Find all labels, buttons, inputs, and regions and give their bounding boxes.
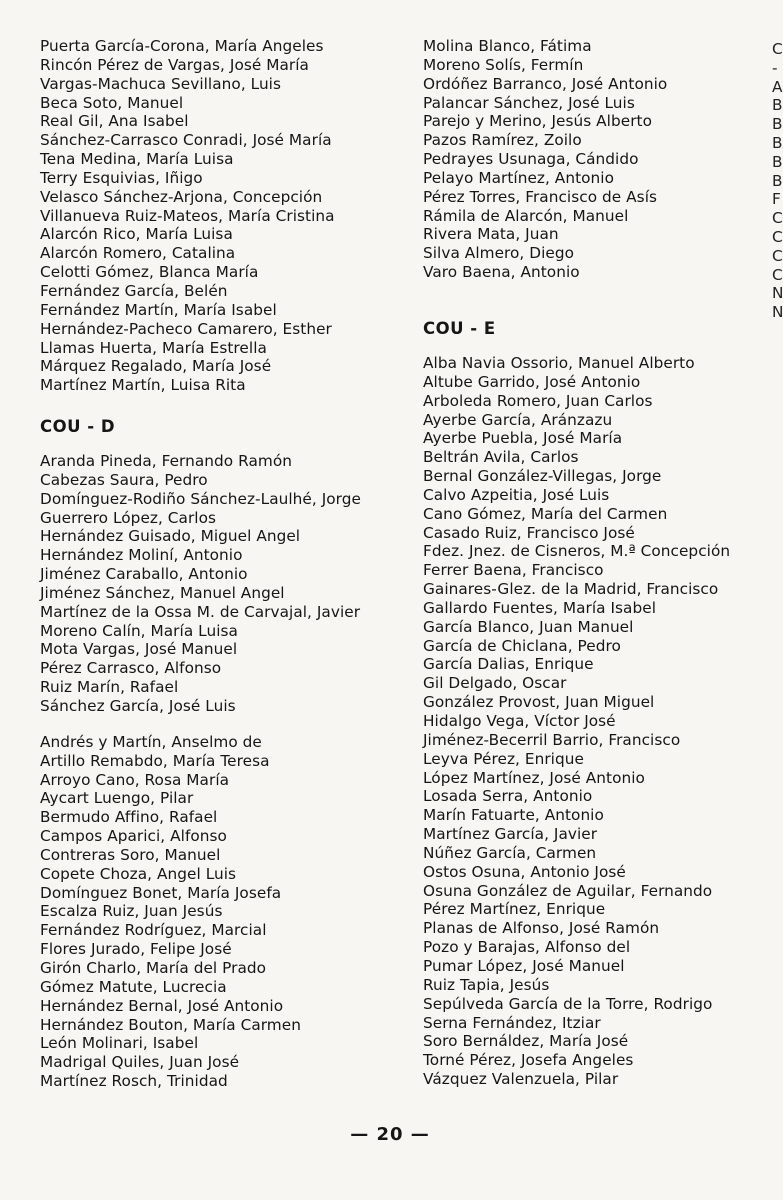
- name-entry: Varo Baena, Antonio: [423, 263, 580, 282]
- name-entry: Alarcón Rico, María Luisa: [40, 225, 233, 244]
- name-entry: Aycart Luengo, Pilar: [40, 789, 194, 808]
- name-entry: Moreno Calín, María Luisa: [40, 621, 238, 640]
- name-entry: Soro Bernáldez, María José: [423, 1032, 629, 1051]
- name-entry: Beltrán Avila, Carlos: [423, 448, 579, 467]
- name-entry: Jiménez Caraballo, Antonio: [40, 565, 248, 584]
- name-entry: Altube Garrido, José Antonio: [423, 372, 641, 391]
- name-entry: Bernal González-Villegas, Jorge: [423, 467, 662, 486]
- name-entry: Llamas Huerta, María Estrella: [40, 338, 267, 357]
- name-entry: Contreras Soro, Manuel: [40, 845, 221, 864]
- name-entry: Copete Choza, Angel Luis: [40, 864, 237, 883]
- name-entry: Pérez Carrasco, Alfonso: [40, 659, 222, 678]
- name-entry: Palancar Sánchez, José Luis: [423, 93, 635, 112]
- name-entry: Ordóñez Barranco, José Antonio: [423, 74, 668, 93]
- text-fragment: F: [772, 190, 781, 209]
- text-fragment: A: [772, 77, 783, 96]
- name-entry: Bermudo Affino, Rafael: [40, 808, 218, 827]
- text-fragment: B: [772, 133, 783, 152]
- name-entry: Sepúlveda García de la Torre, Rodrigo: [423, 994, 713, 1013]
- name-entry: Hernández Moliní, Antonio: [40, 546, 243, 565]
- name-entry: Artillo Remabdo, María Teresa: [40, 751, 270, 770]
- cropped-column-fragments: [772, 40, 781, 322]
- name-entry: Pérez Torres, Francisco de Asís: [423, 187, 658, 206]
- name-entry: Ostos Osuna, Antonio José: [423, 862, 626, 881]
- name-entry: Losada Serra, Antonio: [423, 787, 593, 806]
- name-entry: Jiménez-Becerril Barrio, Francisco: [423, 730, 681, 749]
- text-fragment: C: [772, 40, 783, 58]
- name-entry: García Dalias, Enrique: [423, 655, 594, 674]
- name-entry: Hernández Guisado, Miguel Angel: [40, 527, 301, 546]
- name-entry: González Provost, Juan Miguel: [423, 693, 655, 712]
- fragment-list: [772, 40, 781, 322]
- name-entry: Puerta García-Corona, María Angeles: [40, 37, 324, 55]
- name-entry: Pérez Martínez, Enrique: [423, 900, 606, 919]
- name-list: [40, 37, 412, 395]
- name-entry: Gainares-Glez. de la Madrid, Francisco: [423, 580, 719, 599]
- name-entry: Guerrero López, Carlos: [40, 508, 217, 527]
- name-entry: Márquez Regalado, María José: [40, 357, 272, 376]
- name-entry: Pedrayes Usunaga, Cándido: [423, 150, 639, 169]
- text-fragment: B: [772, 115, 783, 134]
- text-fragment: C: [772, 209, 783, 228]
- name-entry: Gallardo Fuentes, María Isabel: [423, 598, 656, 617]
- text-fragment: B: [772, 171, 783, 190]
- text-fragment: C: [772, 265, 783, 284]
- text-fragment: N: [772, 303, 783, 322]
- right-column: [423, 37, 775, 1089]
- name-entry: Núñez García, Carmen: [423, 843, 597, 862]
- name-entry: Martínez de la Ossa M. de Carvajal, Javier: [40, 602, 361, 621]
- name-entry: Vargas-Machuca Sevillano, Luis: [40, 74, 282, 93]
- name-entry: Marín Fatuarte, Antonio: [423, 806, 604, 825]
- name-entry: Aranda Pineda, Fernando Ramón: [40, 452, 292, 471]
- name-entry: Osuna González de Aguilar, Fernando: [423, 881, 713, 900]
- name-entry: Girón Charlo, María del Prado: [40, 958, 267, 977]
- text-fragment: B: [772, 152, 783, 171]
- name-entry: Domínguez Bonet, María Josefa: [40, 883, 282, 902]
- name-entry: Silva Almero, Diego: [423, 244, 575, 263]
- name-entry: Cabezas Saura, Pedro: [40, 470, 208, 489]
- name-entry: Rámila de Alarcón, Manuel: [423, 206, 629, 225]
- name-entry: León Molinari, Isabel: [40, 1034, 199, 1053]
- name-entry: Casado Ruiz, Francisco José: [423, 523, 635, 542]
- name-entry: Fernández Rodríguez, Marcial: [40, 921, 267, 940]
- text-fragment: N: [772, 284, 783, 303]
- name-entry: García Blanco, Juan Manuel: [423, 617, 634, 636]
- name-list: [40, 452, 412, 716]
- name-entry: Fernández Martín, María Isabel: [40, 300, 277, 319]
- name-list: [423, 37, 775, 282]
- name-entry: Alba Navia Ossorio, Manuel Alberto: [423, 353, 695, 372]
- name-entry: López Martínez, José Antonio: [423, 768, 645, 787]
- name-entry: Parejo y Merino, Jesús Alberto: [423, 112, 652, 131]
- name-entry: Domínguez-Rodiño Sánchez-Laulhé, Jorge: [40, 489, 361, 508]
- name-entry: Hernández Bernal, José Antonio: [40, 996, 284, 1015]
- name-entry: Leyva Pérez, Enrique: [423, 749, 584, 768]
- name-entry: Ayerbe Puebla, José María: [423, 429, 623, 448]
- name-entry: Torné Pérez, Josefa Angeles: [423, 1051, 634, 1070]
- name-entry: Arboleda Romero, Juan Carlos: [423, 391, 653, 410]
- text-fragment: B: [772, 96, 783, 115]
- name-entry: Pumar López, José Manuel: [423, 956, 625, 975]
- name-entry: Rincón Pérez de Vargas, José María: [40, 55, 309, 74]
- name-entry: Ruiz Tapia, Jesús: [423, 975, 550, 994]
- name-entry: Arroyo Cano, Rosa María: [40, 770, 230, 789]
- name-entry: Hidalgo Vega, Víctor José: [423, 712, 616, 730]
- name-entry: Pelayo Martínez, Antonio: [423, 168, 614, 187]
- name-entry: Ayerbe García, Aránzazu: [423, 410, 613, 429]
- name-entry: Gil Delgado, Oscar: [423, 674, 567, 693]
- name-entry: Velasco Sánchez-Arjona, Concepción: [40, 187, 323, 206]
- name-entry: Villanueva Ruiz-Mateos, María Cristina: [40, 206, 335, 225]
- page-number: — 20 —: [350, 1124, 430, 1145]
- section-heading-cou-d: COU - D: [40, 417, 116, 437]
- name-entry: Beca Soto, Manuel: [40, 93, 184, 112]
- name-entry: Planas de Alfonso, José Ramón: [423, 919, 660, 938]
- name-entry: Sánchez García, José Luis: [40, 697, 236, 715]
- section-heading-cou-e: COU - E: [423, 318, 496, 338]
- name-entry: Fernández García, Belén: [40, 281, 228, 300]
- text-fragment: C: [772, 227, 783, 246]
- name-entry: Martínez Rosch, Trinidad: [40, 1072, 228, 1091]
- name-list: [40, 733, 412, 1091]
- name-entry: Alarcón Romero, Catalina: [40, 244, 236, 263]
- name-entry: Calvo Azpeitia, José Luis: [423, 485, 610, 504]
- text-fragment: C: [772, 246, 783, 265]
- name-list: [423, 354, 775, 1089]
- text-fragment: -: [772, 58, 778, 77]
- name-entry: Pozo y Barajas, Alfonso del: [423, 938, 631, 957]
- name-entry: Martínez Martín, Luisa Rita: [40, 376, 246, 395]
- group-spacer: [40, 716, 412, 733]
- name-entry: Real Gil, Ana Isabel: [40, 112, 189, 131]
- name-entry: Tena Medina, María Luisa: [40, 150, 234, 169]
- name-entry: Jiménez Sánchez, Manuel Angel: [40, 583, 285, 602]
- name-entry: Pazos Ramírez, Zoilo: [423, 131, 582, 150]
- left-column: [40, 37, 412, 1091]
- name-entry: Vázquez Valenzuela, Pilar: [423, 1070, 619, 1089]
- name-entry: Molina Blanco, Fátima: [423, 37, 592, 55]
- name-entry: García de Chiclana, Pedro: [423, 636, 621, 655]
- name-entry: Serna Fernández, Itziar: [423, 1013, 601, 1032]
- name-entry: Fdez. Jnez. de Cisneros, M.ª Concepción: [423, 542, 731, 561]
- name-entry: Escalza Ruiz, Juan Jesús: [40, 902, 223, 921]
- name-entry: Martínez García, Javier: [423, 825, 598, 844]
- name-entry: Rivera Mata, Juan: [423, 225, 559, 244]
- name-entry: Ferrer Baena, Francisco: [423, 561, 604, 580]
- name-entry: Madrigal Quiles, Juan José: [40, 1053, 240, 1072]
- name-entry: Celotti Gómez, Blanca María: [40, 263, 259, 282]
- name-entry: Terry Esquivias, Iñigo: [40, 168, 203, 187]
- name-entry: Hernández-Pacheco Camarero, Esther: [40, 319, 332, 338]
- name-entry: Cano Gómez, María del Carmen: [423, 504, 668, 523]
- name-entry: Flores Jurado, Felipe José: [40, 940, 232, 959]
- name-entry: Moreno Solís, Fermín: [423, 55, 584, 74]
- name-entry: Mota Vargas, José Manuel: [40, 640, 238, 659]
- name-entry: Gómez Matute, Lucrecia: [40, 977, 227, 996]
- name-entry: Sánchez-Carrasco Conradi, José María: [40, 131, 332, 150]
- name-entry: Ruiz Marín, Rafael: [40, 678, 179, 697]
- name-entry: Campos Aparici, Alfonso: [40, 827, 227, 846]
- name-entry: Andrés y Martín, Anselmo de: [40, 732, 262, 751]
- name-entry: Hernández Bouton, María Carmen: [40, 1015, 301, 1034]
